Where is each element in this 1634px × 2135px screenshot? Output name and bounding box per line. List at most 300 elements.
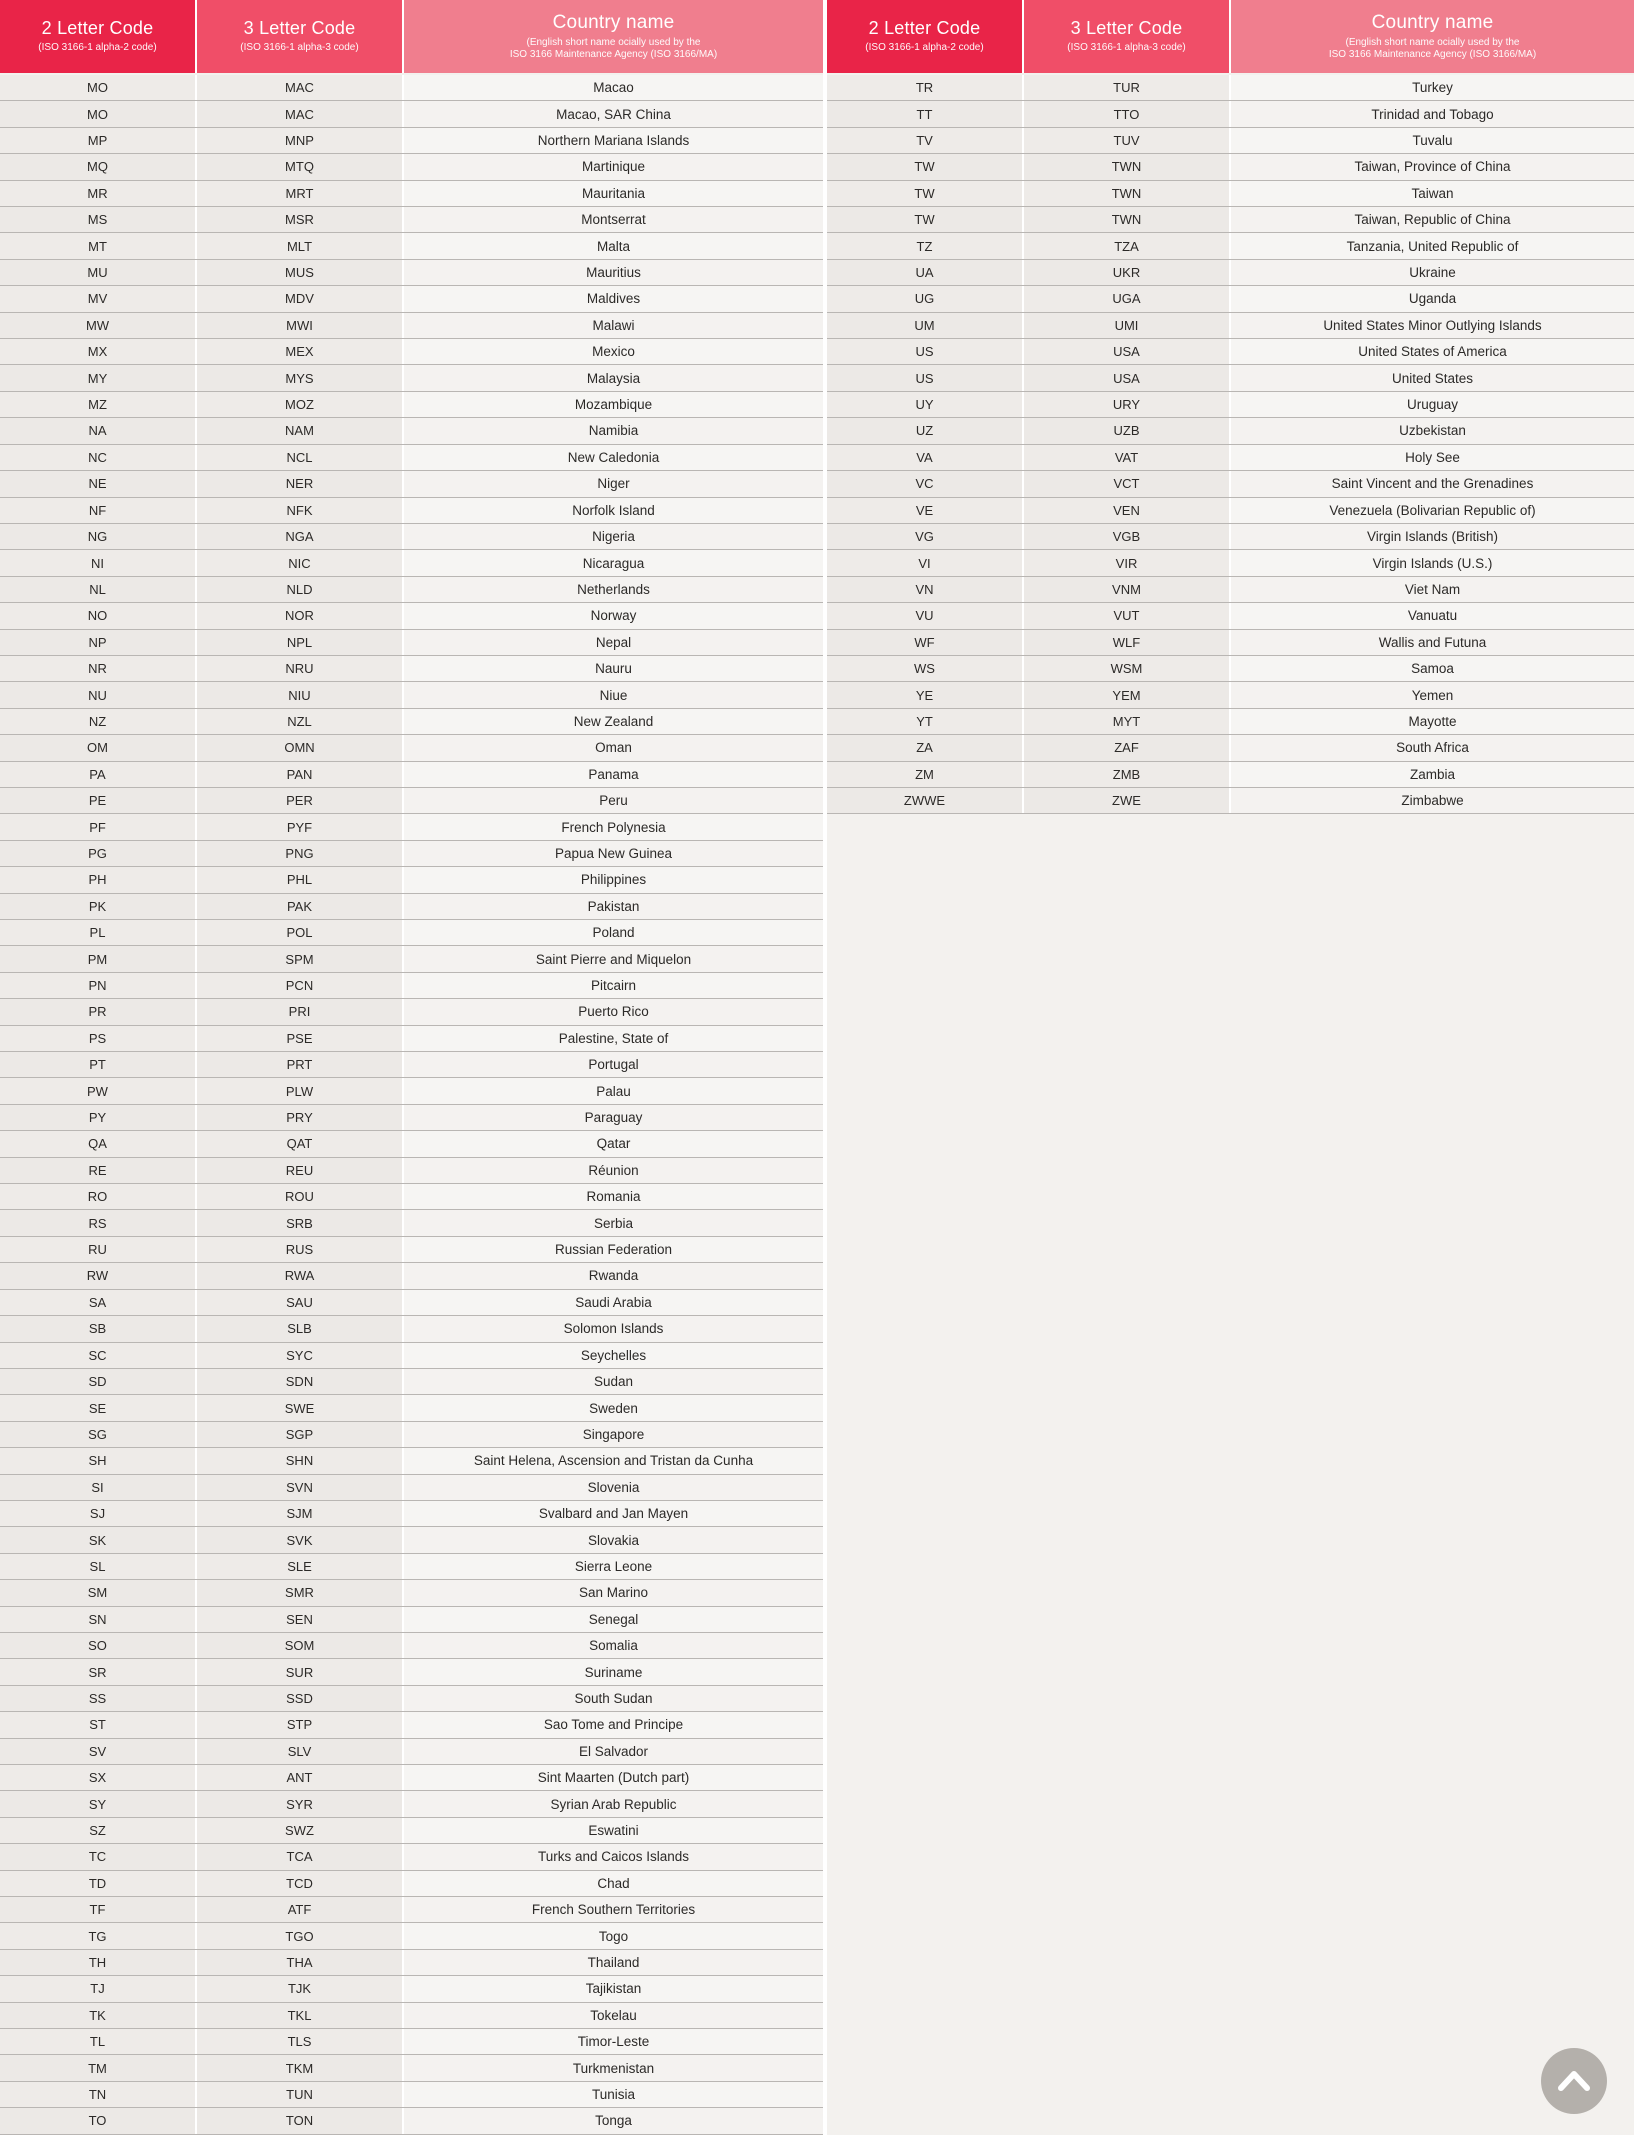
alpha3-code-cell: WLF — [1024, 630, 1231, 655]
alpha2-code-cell: SM — [0, 1580, 197, 1605]
alpha3-code-cell: MWI — [197, 313, 404, 338]
table-body — [827, 75, 1634, 814]
table-row — [0, 1844, 823, 1870]
table-row — [0, 762, 823, 788]
alpha2-code-cell: RW — [0, 1263, 197, 1288]
alpha2-code-cell: NZ — [0, 709, 197, 734]
alpha3-code-cell: PNG — [197, 841, 404, 866]
alpha2-code-cell: MX — [0, 339, 197, 364]
country-name-cell: Turks and Caicos Islands — [404, 1844, 823, 1869]
header-country-name — [404, 0, 823, 73]
table-row — [827, 471, 1634, 497]
country-name-cell: Netherlands — [404, 577, 823, 602]
alpha2-code-cell: TL — [0, 2029, 197, 2054]
table-row — [827, 207, 1634, 233]
alpha3-code-cell: PRY — [197, 1105, 404, 1130]
alpha2-code-cell: WF — [827, 630, 1024, 655]
table-row — [0, 709, 823, 735]
header-3-letter-code-subtitle: (ISO 3166-1 alpha-3 code) — [1067, 42, 1186, 54]
country-name-cell: Tunisia — [404, 2082, 823, 2107]
country-name-cell: Trinidad and Tobago — [1231, 101, 1634, 126]
alpha3-code-cell: MOZ — [197, 392, 404, 417]
table-row — [0, 1343, 823, 1369]
alpha2-code-cell: ST — [0, 1712, 197, 1737]
table-row — [0, 2003, 823, 2029]
alpha3-code-cell: MNP — [197, 128, 404, 153]
header-country-name-subtitle — [1329, 37, 1536, 62]
alpha2-code-cell: WS — [827, 656, 1024, 681]
table-row — [0, 1026, 823, 1052]
alpha2-code-cell: TK — [0, 2003, 197, 2028]
country-name-cell: Togo — [404, 1923, 823, 1948]
country-name-cell: Turkey — [1231, 75, 1634, 100]
table-row — [0, 656, 823, 682]
alpha2-code-cell: PT — [0, 1052, 197, 1077]
table-row — [0, 233, 823, 259]
alpha3-code-cell: SOM — [197, 1633, 404, 1658]
alpha2-code-cell: PK — [0, 894, 197, 919]
country-name-cell: Macao, SAR China — [404, 101, 823, 126]
country-name-cell: Portugal — [404, 1052, 823, 1077]
alpha3-code-cell: UZB — [1024, 418, 1231, 443]
alpha3-code-cell: PSE — [197, 1026, 404, 1051]
alpha2-code-cell: MU — [0, 260, 197, 285]
alpha3-code-cell: SVK — [197, 1527, 404, 1552]
alpha3-code-cell: SDN — [197, 1369, 404, 1394]
country-name-cell: Slovenia — [404, 1475, 823, 1500]
table-row — [0, 1607, 823, 1633]
country-name-cell: Senegal — [404, 1607, 823, 1632]
country-name-cell: Mexico — [404, 339, 823, 364]
alpha3-code-cell: MTQ — [197, 154, 404, 179]
alpha3-code-cell: NIC — [197, 550, 404, 575]
table-row — [0, 577, 823, 603]
country-name-cell: Palestine, State of — [404, 1026, 823, 1051]
alpha2-code-cell: ZA — [827, 735, 1024, 760]
alpha2-code-cell: TW — [827, 207, 1024, 232]
country-name-cell: Venezuela (Bolivarian Republic of) — [1231, 498, 1634, 523]
alpha2-code-cell: RS — [0, 1210, 197, 1235]
alpha2-code-cell: TC — [0, 1844, 197, 1869]
alpha3-code-cell: VIR — [1024, 550, 1231, 575]
alpha2-code-cell: TR — [827, 75, 1024, 100]
country-name-cell: Suriname — [404, 1659, 823, 1684]
table-row — [827, 392, 1634, 418]
country-name-cell: Rwanda — [404, 1263, 823, 1288]
table-row — [827, 682, 1634, 708]
country-name-cell: Puerto Rico — [404, 999, 823, 1024]
scroll-to-top-button[interactable] — [1541, 2048, 1607, 2114]
table-row — [0, 154, 823, 180]
table-row — [0, 920, 823, 946]
alpha2-code-cell: TO — [0, 2108, 197, 2133]
alpha3-code-cell: ZAF — [1024, 735, 1231, 760]
table-row — [0, 788, 823, 814]
alpha2-code-cell: US — [827, 339, 1024, 364]
alpha2-code-cell: MR — [0, 181, 197, 206]
alpha3-code-cell: PAN — [197, 762, 404, 787]
alpha3-code-cell: SGP — [197, 1422, 404, 1447]
country-name-cell: Turkmenistan — [404, 2055, 823, 2080]
alpha3-code-cell: USA — [1024, 339, 1231, 364]
alpha2-code-cell: PR — [0, 999, 197, 1024]
country-name-cell: Mauritius — [404, 260, 823, 285]
country-name-cell: Saint Pierre and Miquelon — [404, 946, 823, 971]
alpha3-code-cell: NLD — [197, 577, 404, 602]
header-country-name — [1231, 0, 1634, 73]
country-name-cell: Uganda — [1231, 286, 1634, 311]
country-name-cell: Oman — [404, 735, 823, 760]
alpha3-code-cell: SYC — [197, 1343, 404, 1368]
country-name-cell: Chad — [404, 1871, 823, 1896]
country-name-cell: Tonga — [404, 2108, 823, 2133]
alpha3-code-cell: YEM — [1024, 682, 1231, 707]
alpha3-code-cell: TWN — [1024, 154, 1231, 179]
country-name-cell: Northern Mariana Islands — [404, 128, 823, 153]
alpha2-code-cell: NO — [0, 603, 197, 628]
country-name-cell: Philippines — [404, 867, 823, 892]
table-row — [827, 75, 1634, 101]
table-row — [0, 1184, 823, 1210]
alpha2-code-cell: YE — [827, 682, 1024, 707]
alpha3-code-cell: UMI — [1024, 313, 1231, 338]
alpha2-code-cell: SI — [0, 1475, 197, 1500]
alpha3-code-cell: NER — [197, 471, 404, 496]
table-row — [0, 946, 823, 972]
table-row — [827, 709, 1634, 735]
alpha3-code-cell: SUR — [197, 1659, 404, 1684]
alpha3-code-cell: TUR — [1024, 75, 1231, 100]
country-name-cell: Taiwan, Republic of China — [1231, 207, 1634, 232]
alpha2-code-cell: SH — [0, 1448, 197, 1473]
header-country-name-subtitle-line1: (English short name ocially used by the — [526, 36, 701, 48]
table-row — [827, 498, 1634, 524]
alpha3-code-cell: REU — [197, 1158, 404, 1183]
alpha2-code-cell: PM — [0, 946, 197, 971]
country-name-cell: New Caledonia — [404, 445, 823, 470]
alpha2-code-cell: SD — [0, 1369, 197, 1394]
country-name-cell: Taiwan — [1231, 181, 1634, 206]
alpha2-code-cell: SZ — [0, 1818, 197, 1843]
header-country-name-subtitle — [510, 37, 717, 62]
alpha2-code-cell: MP — [0, 128, 197, 153]
alpha3-code-cell: SSD — [197, 1686, 404, 1711]
alpha3-code-cell: SJM — [197, 1501, 404, 1526]
alpha3-code-cell: OMN — [197, 735, 404, 760]
table-row — [0, 1369, 823, 1395]
country-name-cell: Uruguay — [1231, 392, 1634, 417]
alpha3-code-cell: MSR — [197, 207, 404, 232]
alpha3-code-cell: TKL — [197, 2003, 404, 2028]
alpha3-code-cell: VGB — [1024, 524, 1231, 549]
table-row — [827, 365, 1634, 391]
country-name-cell: El Salvador — [404, 1739, 823, 1764]
alpha2-code-cell: MW — [0, 313, 197, 338]
alpha2-code-cell: SB — [0, 1316, 197, 1341]
alpha2-code-cell: MO — [0, 101, 197, 126]
table-row — [0, 1210, 823, 1236]
table-row — [0, 75, 823, 101]
country-name-cell: Sierra Leone — [404, 1554, 823, 1579]
country-name-cell: Sudan — [404, 1369, 823, 1394]
alpha2-code-cell: VC — [827, 471, 1024, 496]
alpha2-code-cell: MZ — [0, 392, 197, 417]
table-row — [827, 630, 1634, 656]
table-row — [827, 154, 1634, 180]
table-row — [0, 524, 823, 550]
alpha3-code-cell: SWZ — [197, 1818, 404, 1843]
table-header — [827, 0, 1634, 73]
country-name-cell: Nigeria — [404, 524, 823, 549]
table-row — [0, 1554, 823, 1580]
alpha3-code-cell: TUN — [197, 2082, 404, 2107]
alpha2-code-cell: QA — [0, 1131, 197, 1156]
country-name-cell: Solomon Islands — [404, 1316, 823, 1341]
table-row — [827, 445, 1634, 471]
alpha3-code-cell: MYS — [197, 365, 404, 390]
country-name-cell: Nauru — [404, 656, 823, 681]
table-row — [0, 867, 823, 893]
alpha2-code-cell: PL — [0, 920, 197, 945]
table-row — [0, 973, 823, 999]
country-name-cell: Malaysia — [404, 365, 823, 390]
country-name-cell: Singapore — [404, 1422, 823, 1447]
table-row — [827, 286, 1634, 312]
table-row — [0, 445, 823, 471]
alpha3-code-cell: NPL — [197, 630, 404, 655]
alpha3-code-cell: NIU — [197, 682, 404, 707]
alpha2-code-cell: TG — [0, 1923, 197, 1948]
alpha2-code-cell: SS — [0, 1686, 197, 1711]
alpha2-code-cell: VE — [827, 498, 1024, 523]
alpha2-code-cell: NP — [0, 630, 197, 655]
country-name-cell: Nicaragua — [404, 550, 823, 575]
alpha2-code-cell: PH — [0, 867, 197, 892]
alpha2-code-cell: RU — [0, 1237, 197, 1262]
country-name-cell: Réunion — [404, 1158, 823, 1183]
alpha2-code-cell: TW — [827, 181, 1024, 206]
country-name-cell: Sao Tome and Principe — [404, 1712, 823, 1737]
table-row — [0, 1237, 823, 1263]
alpha2-code-cell: NU — [0, 682, 197, 707]
header-3-letter-code-title: 3 Letter Code — [243, 18, 356, 39]
alpha3-code-cell: RWA — [197, 1263, 404, 1288]
table-row — [0, 313, 823, 339]
country-name-cell: Peru — [404, 788, 823, 813]
alpha3-code-cell: SWE — [197, 1395, 404, 1420]
country-name-cell: United States of America — [1231, 339, 1634, 364]
country-name-cell: Virgin Islands (U.S.) — [1231, 550, 1634, 575]
country-name-cell: Norway — [404, 603, 823, 628]
alpha3-code-cell: ROU — [197, 1184, 404, 1209]
alpha3-code-cell: TUV — [1024, 128, 1231, 153]
alpha2-code-cell: SN — [0, 1607, 197, 1632]
table-row — [0, 1052, 823, 1078]
alpha2-code-cell: TV — [827, 128, 1024, 153]
country-name-cell: Yemen — [1231, 682, 1634, 707]
table-row — [827, 735, 1634, 761]
country-name-cell: Ukraine — [1231, 260, 1634, 285]
country-name-cell: Serbia — [404, 1210, 823, 1235]
alpha3-code-cell: MAC — [197, 101, 404, 126]
country-name-cell: Taiwan, Province of China — [1231, 154, 1634, 179]
table-row — [0, 1580, 823, 1606]
alpha2-code-cell: NA — [0, 418, 197, 443]
alpha3-code-cell: PYF — [197, 814, 404, 839]
header-country-name-subtitle-line1: (English short name ocially used by the — [1345, 36, 1520, 48]
header-3-letter-code-subtitle: (ISO 3166-1 alpha-3 code) — [240, 42, 359, 54]
alpha2-code-cell: SL — [0, 1554, 197, 1579]
alpha3-code-cell: SLB — [197, 1316, 404, 1341]
alpha2-code-cell: PN — [0, 973, 197, 998]
alpha2-code-cell: VA — [827, 445, 1024, 470]
country-name-cell: Saint Helena, Ascension and Tristan da Cunha — [404, 1448, 823, 1473]
table-row — [0, 207, 823, 233]
alpha3-code-cell: UGA — [1024, 286, 1231, 311]
table-row — [827, 101, 1634, 127]
country-name-cell: San Marino — [404, 1580, 823, 1605]
country-name-cell: Eswatini — [404, 1818, 823, 1843]
alpha3-code-cell: SEN — [197, 1607, 404, 1632]
table-row — [0, 498, 823, 524]
country-name-cell: South Africa — [1231, 735, 1634, 760]
country-name-cell: New Zealand — [404, 709, 823, 734]
alpha3-code-cell: SPM — [197, 946, 404, 971]
table-row — [0, 735, 823, 761]
table-row — [827, 656, 1634, 682]
country-name-cell: Macao — [404, 75, 823, 100]
country-name-cell: Maldives — [404, 286, 823, 311]
country-name-cell: United States Minor Outlying Islands — [1231, 313, 1634, 338]
alpha2-code-cell: TT — [827, 101, 1024, 126]
country-name-cell: Russian Federation — [404, 1237, 823, 1262]
alpha3-code-cell: VCT — [1024, 471, 1231, 496]
alpha2-code-cell: TN — [0, 2082, 197, 2107]
country-name-cell: Niger — [404, 471, 823, 496]
table-row — [827, 603, 1634, 629]
alpha3-code-cell: MUS — [197, 260, 404, 285]
alpha3-code-cell: TWN — [1024, 207, 1231, 232]
alpha2-code-cell: SE — [0, 1395, 197, 1420]
country-name-cell: United States — [1231, 365, 1634, 390]
alpha2-code-cell: PA — [0, 762, 197, 787]
header-2-letter-code — [827, 0, 1024, 73]
country-name-cell: Tokelau — [404, 2003, 823, 2028]
table-row — [827, 233, 1634, 259]
alpha3-code-cell: PRT — [197, 1052, 404, 1077]
alpha3-code-cell: STP — [197, 1712, 404, 1737]
alpha2-code-cell: SX — [0, 1765, 197, 1790]
alpha3-code-cell: PER — [197, 788, 404, 813]
country-name-cell: Mozambique — [404, 392, 823, 417]
alpha3-code-cell: NOR — [197, 603, 404, 628]
alpha2-code-cell: RO — [0, 1184, 197, 1209]
alpha3-code-cell: SYR — [197, 1791, 404, 1816]
alpha2-code-cell: UZ — [827, 418, 1024, 443]
table-row — [0, 630, 823, 656]
alpha2-code-cell: NG — [0, 524, 197, 549]
alpha2-code-cell: OM — [0, 735, 197, 760]
country-name-cell: Pakistan — [404, 894, 823, 919]
alpha3-code-cell: SRB — [197, 1210, 404, 1235]
alpha2-code-cell: NR — [0, 656, 197, 681]
alpha2-code-cell: MQ — [0, 154, 197, 179]
country-name-cell: Martinique — [404, 154, 823, 179]
country-name-cell: Zimbabwe — [1231, 788, 1634, 813]
country-name-cell: Wallis and Futuna — [1231, 630, 1634, 655]
table-row — [0, 1659, 823, 1685]
table-row — [827, 181, 1634, 207]
header-2-letter-code — [0, 0, 197, 73]
country-name-cell: Thailand — [404, 1950, 823, 1975]
table-row — [0, 2055, 823, 2081]
table-row — [0, 603, 823, 629]
table-row — [0, 1739, 823, 1765]
table-row — [0, 1158, 823, 1184]
alpha3-code-cell: NGA — [197, 524, 404, 549]
alpha3-code-cell: NZL — [197, 709, 404, 734]
header-country-name-subtitle-line2: ISO 3166 Maintenance Agency (ISO 3166/MA) — [1328, 49, 1537, 60]
country-name-cell: Mauritania — [404, 181, 823, 206]
table-row — [0, 1897, 823, 1923]
country-code-table-right — [827, 0, 1634, 814]
alpha2-code-cell: SR — [0, 1659, 197, 1684]
country-name-cell: Zambia — [1231, 762, 1634, 787]
table-row — [0, 1316, 823, 1342]
table-row — [0, 682, 823, 708]
alpha2-code-cell: SG — [0, 1422, 197, 1447]
alpha2-code-cell: VG — [827, 524, 1024, 549]
country-name-cell: Malawi — [404, 313, 823, 338]
table-row — [0, 841, 823, 867]
alpha2-code-cell: VI — [827, 550, 1024, 575]
alpha2-code-cell: PG — [0, 841, 197, 866]
alpha2-code-cell: ZM — [827, 762, 1024, 787]
table-row — [0, 260, 823, 286]
alpha3-code-cell: PCN — [197, 973, 404, 998]
alpha2-code-cell: TH — [0, 1950, 197, 1975]
alpha3-code-cell: MYT — [1024, 709, 1231, 734]
alpha3-code-cell: TTO — [1024, 101, 1231, 126]
header-country-name-subtitle-line2: ISO 3166 Maintenance Agency (ISO 3166/MA) — [509, 49, 718, 60]
alpha2-code-cell: VU — [827, 603, 1024, 628]
table-row — [0, 1422, 823, 1448]
country-name-cell: Panama — [404, 762, 823, 787]
alpha3-code-cell: NFK — [197, 498, 404, 523]
table-row — [827, 788, 1634, 814]
table-row — [0, 1290, 823, 1316]
table-row — [0, 101, 823, 127]
country-name-cell: Slovakia — [404, 1527, 823, 1552]
table-row — [0, 1686, 823, 1712]
alpha2-code-cell: UA — [827, 260, 1024, 285]
country-name-cell: Niue — [404, 682, 823, 707]
alpha2-code-cell: PF — [0, 814, 197, 839]
alpha2-code-cell: US — [827, 365, 1024, 390]
alpha2-code-cell: SA — [0, 1290, 197, 1315]
header-country-name-title: Country name — [1371, 11, 1494, 33]
alpha3-code-cell: VNM — [1024, 577, 1231, 602]
header-2-letter-code-title: 2 Letter Code — [41, 18, 154, 39]
table-row — [0, 2108, 823, 2134]
table-row — [0, 1871, 823, 1897]
alpha2-code-cell: SJ — [0, 1501, 197, 1526]
alpha2-code-cell: MO — [0, 75, 197, 100]
alpha2-code-cell: UY — [827, 392, 1024, 417]
alpha3-code-cell: TCA — [197, 1844, 404, 1869]
alpha3-code-cell: SHN — [197, 1448, 404, 1473]
table-row — [827, 128, 1634, 154]
